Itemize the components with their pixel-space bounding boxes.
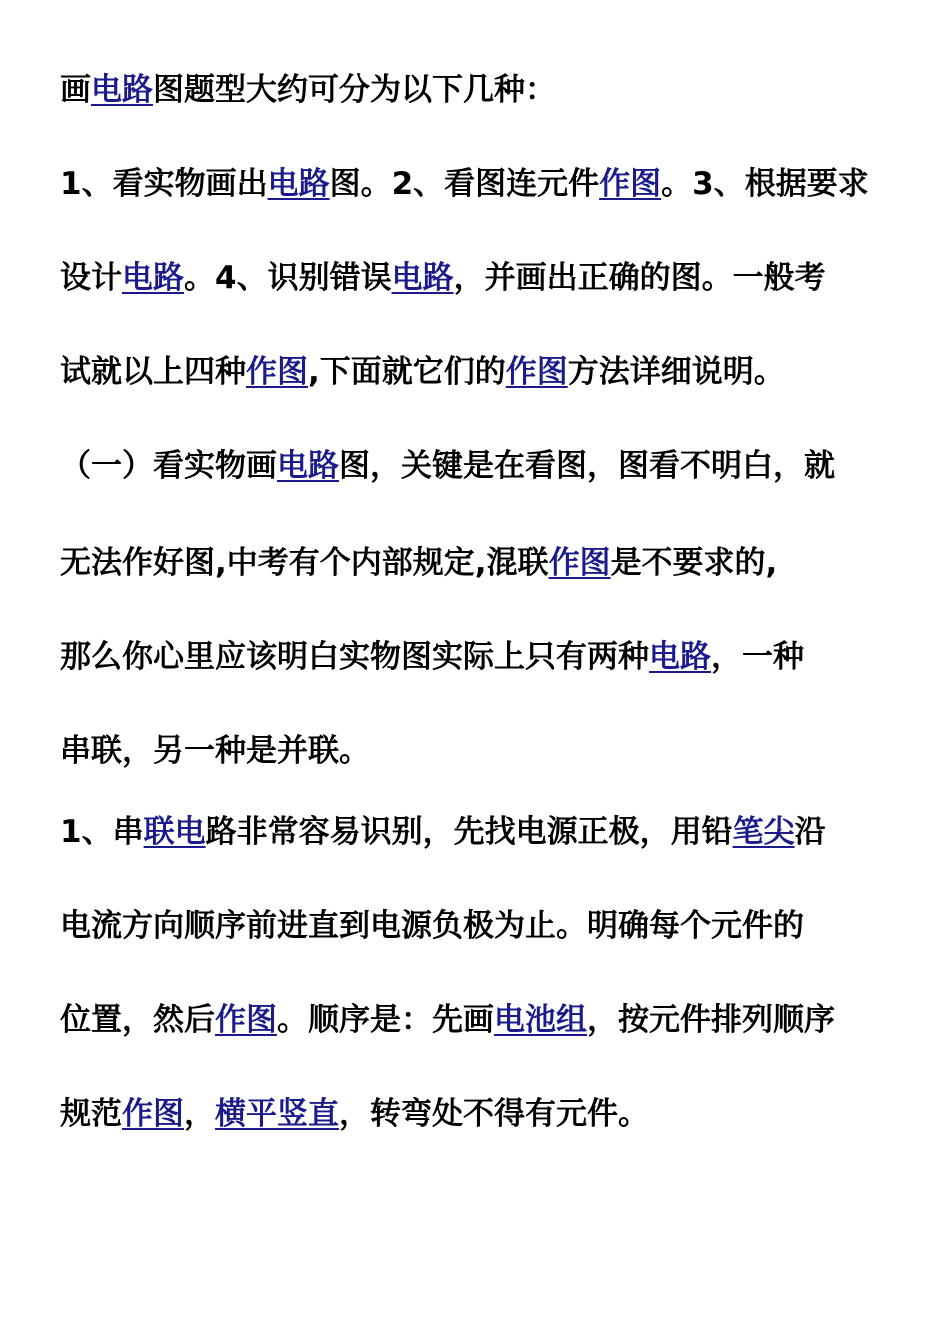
body-text: 。4、识别错误 [184, 260, 392, 296]
hyperlink[interactable]: 电路 [91, 72, 153, 108]
body-text: ，并画出正确的图。一般考 [453, 260, 826, 296]
hyperlink[interactable]: 作图 [599, 166, 662, 202]
paragraph-line [60, 1000, 900, 1040]
paragraph-line [60, 543, 900, 583]
body-text: 试就以上四种 [60, 354, 246, 390]
hyperlink[interactable]: 作图 [122, 1096, 184, 1132]
body-text: 1、看实物画出 [60, 166, 268, 202]
paragraph-line [60, 258, 900, 298]
body-text: 是不要求的, [610, 545, 778, 581]
body-text: 那么你心里应该明白实物图实际上只有两种 [60, 639, 649, 675]
body-text: 位置，然后 [60, 1002, 215, 1038]
body-text: 图题型大约可分为以下几种： [153, 72, 556, 108]
hyperlink[interactable]: 联电 [143, 814, 206, 850]
body-text: 串联，另一种是并联。 [60, 733, 370, 769]
body-text: 。3、根据要求 [661, 166, 869, 202]
hyperlink[interactable]: 作图 [505, 354, 568, 390]
paragraph-line [60, 70, 900, 110]
body-text: 无法作好图,中考有个内部规定,混联 [60, 545, 549, 581]
hyperlink[interactable]: 电路 [267, 166, 330, 202]
paragraph-line [60, 164, 900, 204]
body-text: 方法详细说明。 [567, 354, 785, 390]
paragraph-line [60, 352, 900, 392]
hyperlink[interactable]: 电路 [391, 260, 454, 296]
hyperlink[interactable]: 电路 [122, 260, 184, 296]
body-text: 画 [60, 72, 91, 108]
body-text: 图，关键是在看图，图看不明白，就 [339, 448, 835, 484]
body-text: 路非常容易识别，先找电源正极，用铅 [205, 814, 733, 850]
body-text: ，按元件排列顺序 [587, 1002, 835, 1038]
paragraph-line [60, 637, 900, 677]
hyperlink[interactable]: 电路 [649, 639, 711, 675]
body-text: 设计 [60, 260, 122, 296]
body-text: （一）看实物画 [60, 448, 277, 484]
hyperlink[interactable]: 电池组 [494, 1002, 587, 1038]
body-text: 规范 [60, 1096, 122, 1132]
hyperlink[interactable]: 横平竖直 [215, 1096, 339, 1132]
body-text: ， [184, 1096, 215, 1132]
body-text: 电流方向顺序前进直到电源负极为止。明确每个元件的 [60, 908, 804, 944]
hyperlink[interactable]: 作图 [246, 354, 308, 390]
body-text: ，一种 [711, 639, 804, 675]
body-text: ,下面就它们的 [308, 354, 506, 390]
paragraph-line [60, 731, 900, 771]
hyperlink[interactable]: 电路 [277, 448, 339, 484]
body-text: 1、串 [60, 814, 144, 850]
hyperlink[interactable]: 作图 [548, 545, 611, 581]
paragraph-line [60, 446, 900, 486]
body-text: 图。2、看图连元件 [329, 166, 600, 202]
hyperlink[interactable]: 作图 [215, 1002, 277, 1038]
body-text: 沿 [794, 814, 826, 850]
paragraph-line [60, 906, 900, 946]
hyperlink[interactable]: 笔尖 [732, 814, 795, 850]
paragraph-line [60, 812, 900, 852]
body-text: ，转弯处不得有元件。 [339, 1096, 649, 1132]
paragraph-line [60, 1094, 900, 1134]
body-text: 。顺序是：先画 [277, 1002, 494, 1038]
